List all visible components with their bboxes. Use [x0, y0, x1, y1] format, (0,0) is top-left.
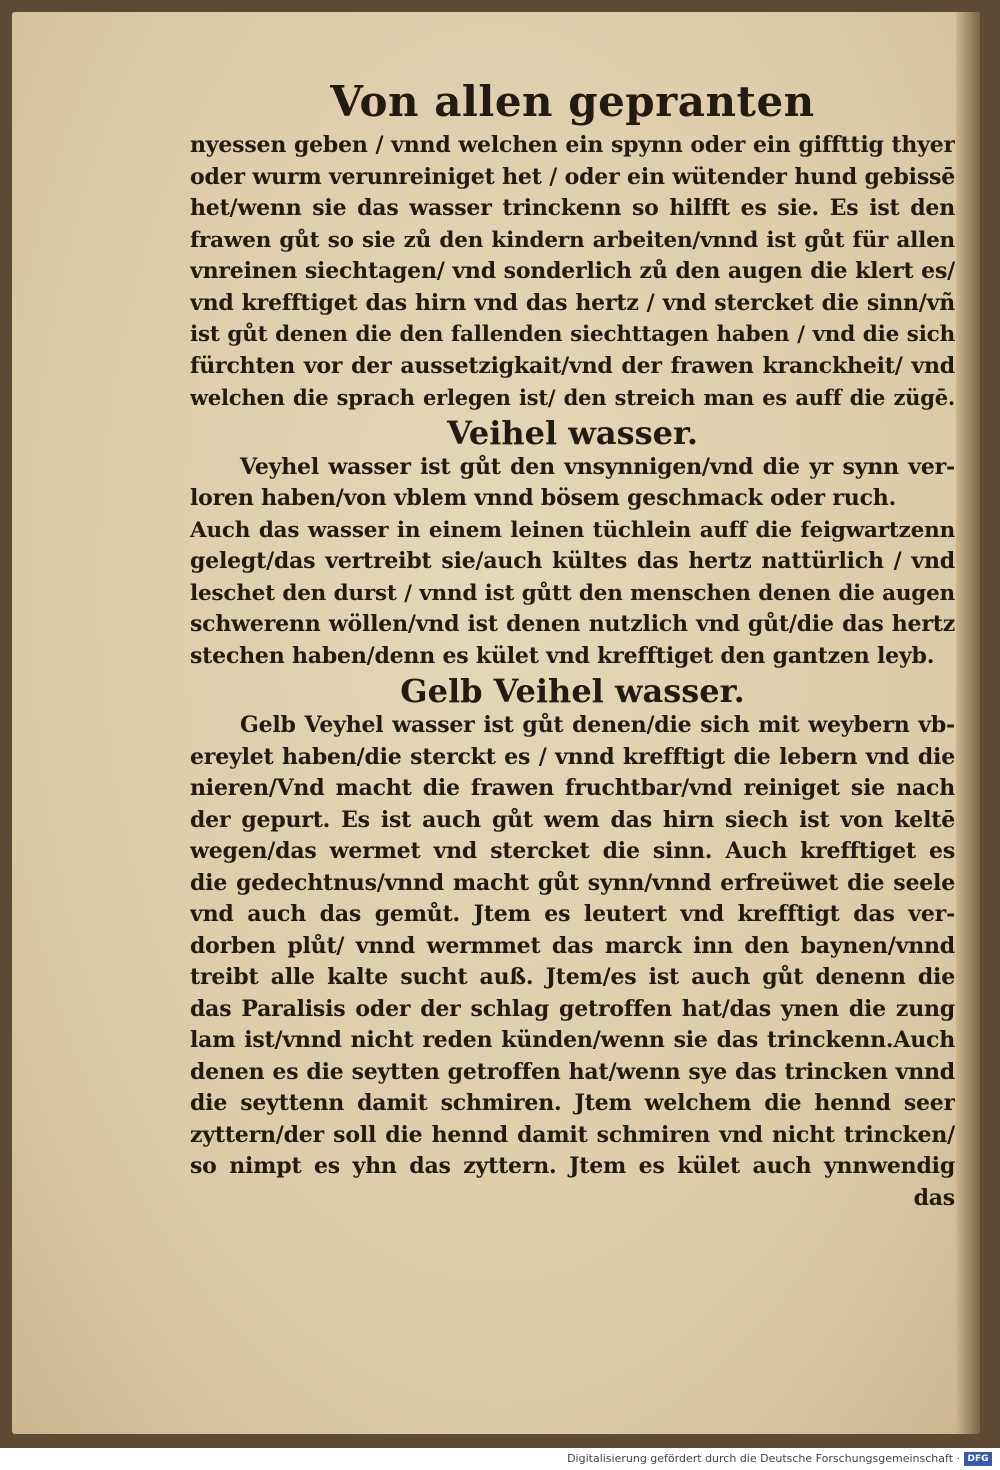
running-title: Von allen gepranten — [330, 77, 815, 126]
section-heading: Veihel wasser. — [446, 413, 699, 452]
text-line: die gedechtnus/vnnd macht gůt synn/vnnd erfreüwet die seele — [190, 869, 955, 896]
text-line: Auch das wasser in einem leinen tüchlein auff die feigwartzenn — [190, 517, 955, 543]
text-line: dorben plůt/ vnnd wermmet das marck inn den baynen/vnnd — [190, 932, 955, 959]
text-line: het/wenn sie das wasser trinckenn so hilfft es sie. Es ist den — [190, 195, 955, 221]
text-line: gelegt/das vertreibt sie/auch kültes das hertz nattürlich / vnd — [190, 548, 955, 574]
text-line: leschet den durst / vnnd ist gůtt den menschen denen die augen — [190, 580, 955, 606]
text-line: Veyhel wasser ist gůt den vnsynnigen/vnd die yr synn ver- — [240, 453, 955, 480]
text-line: treibt alle kalte sucht auß. Jtem/es ist auch gůt denenn die — [190, 964, 955, 990]
text-line: denen es die seytten getroffen hat/wenn sye das trincken vnnd — [190, 1058, 955, 1085]
catchword: das — [913, 1184, 955, 1211]
text-line: nieren/Vnd macht die frawen fruchtbar/vnd reiniget sie nach — [190, 775, 955, 801]
section-veihel-wasser — [190, 414, 955, 673]
text-line: nyessen geben / vnnd welchen ein spynn oder ein giffttig thyer — [190, 132, 955, 158]
text-line: lam ist/vnnd nicht reden künden/wenn sie das trinckenn.Auch — [190, 1027, 955, 1053]
text-line: ist gůt denen die den fallenden siechttagen haben / vnd die sich — [190, 322, 955, 347]
text-line: oder wurm verunreiniget het / oder ein wütender hund gebissē — [190, 163, 955, 190]
text-line: fürchten vor der aussetzigkait/vnd der frawen kranckheit/ vnd — [190, 352, 955, 379]
page-gutter — [956, 12, 980, 1434]
paragraph-continuation — [190, 130, 955, 414]
text-line: der gepurt. Es ist auch gůt wem das hirn siech ist von keltē — [190, 806, 955, 833]
text-line: vnreinen siechtagen/ vnd sonderlich zů den augen die klert es/ — [190, 258, 955, 284]
text-line: das Paralisis oder der schlag getroffen hat/das ynen die zung — [190, 995, 955, 1022]
text-line: vnd krefftiget das hirn vnd das hertz / vnd stercket die sinn/vñ — [190, 289, 955, 316]
text-line: vnd auch das gemůt. Jtem es leutert vnd krefftigt das ver- — [190, 901, 955, 927]
text-line: zyttern/der soll die hennd damit schmiren vnd nicht trincken/ — [190, 1121, 955, 1148]
text-line: wegen/das wermet vnd stercket die sinn. Auch krefftiget es — [190, 838, 955, 864]
text-line: Gelb Veyhel wasser ist gůt denen/die sich mit weybern vb- — [240, 712, 955, 738]
dfg-logo-icon: DFG — [964, 1452, 992, 1466]
page-text — [190, 78, 955, 1214]
section-gelb-veihel-wasser — [190, 672, 955, 1183]
section-heading: Gelb Veihel wasser. — [400, 672, 745, 710]
text-line: loren haben/von vblem vnnd bösem geschmack oder ruch. — [190, 485, 897, 511]
text-line: welchen die sprach erlegen ist/ den streich man es auff die zügē. — [190, 385, 955, 410]
text-line: ereylet haben/die sterckt es / vnnd krefftigt die lebern vnd die — [190, 743, 955, 770]
text-line: die seyttenn damit schmiren. Jtem welchem die hennd seer — [190, 1090, 955, 1116]
text-line: so nimpt es yhn das zyttern. Jtem es kület auch ynnwendig — [190, 1153, 955, 1179]
text-line: stechen haben/denn es kület vnd krefftiget den gantzen leyb. — [190, 642, 935, 669]
text-line: frawen gůt so sie zů den kindern arbeiten/vnnd ist gůt für allen — [190, 227, 955, 253]
funding-credit: Digitalisierung gefördert durch die Deutsche Forschungsgemeinschaft · — [567, 1452, 960, 1465]
text-line: schwerenn wöllen/vnd ist denen nutzlich vnd gůt/die das hertz — [190, 611, 955, 637]
